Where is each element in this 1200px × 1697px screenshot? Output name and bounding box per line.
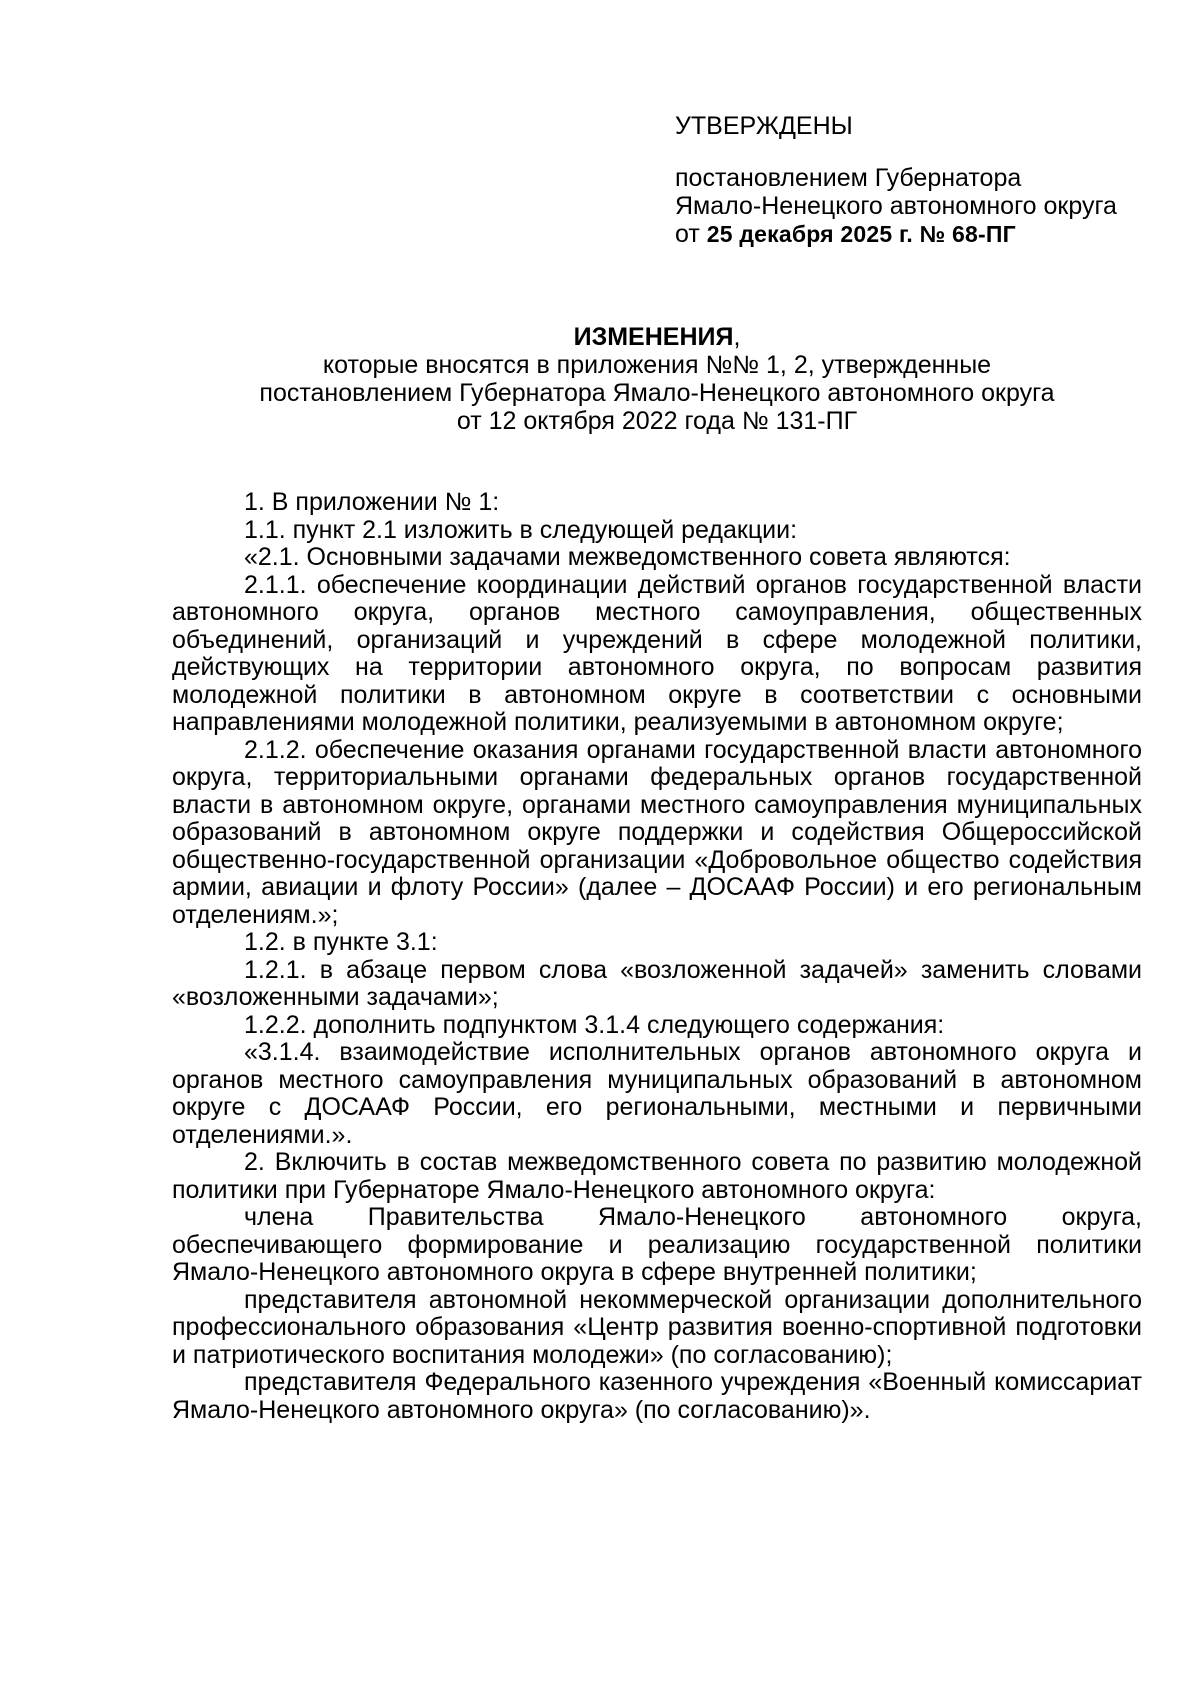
approval-date-line (675, 220, 1175, 248)
approval-from-prefix: от (675, 220, 700, 248)
approval-line-2: Ямало-Ненецкого автономного округа (675, 192, 1117, 220)
document-title-comma: , (733, 323, 741, 351)
paragraph: «3.1.4. взаимодействие исполнительных органов автономного округа и органов местного самоуправления муниципальных образований в автономном округе с ДОСААФ России, его региональными, местными и первичными отделениями.». (172, 1038, 1142, 1149)
document-subtitle-line-1: которые вносятся в приложения №№ 1, 2, утвержденные (322, 351, 992, 379)
paragraph: представителя автономной некоммерческой организации дополнительного профессионального образования «Центр развития военно-спортивной подготовки и патриотического воспитания молодежи» (по согласованию); (172, 1285, 1142, 1369)
document-title-block (172, 323, 1142, 435)
paragraph: члена Правительства Ямало-Ненецкого автономного округа, обеспечивающего формирование и реализацию государственной политики Ямало-Ненецкого автономного округа в сфере внутренней политики; (172, 1203, 1142, 1286)
approval-stamp (675, 112, 1175, 248)
paragraph: 2.1.2. обеспечение оказания органами государственной власти автономного округа, территориальными органами федеральных органов государственной власти в автономном округе, органами местного самоуправления муниципальных образований в автономном округе поддержки и содействия Общероссийской общественно-государственной организации «Добровольное общество содействия армии, авиации и флоту России» (далее – ДОСААФ России) и его региональным отделениям.»; (172, 735, 1142, 929)
paragraph: 1. В приложении № 1: (244, 488, 500, 516)
approval-date-number: 25 декабря 2025 г. № 68-ПГ (706, 221, 1016, 247)
document-subtitle-line-2: постановлением Губернатора Ямало-Ненецкого автономного округа (259, 379, 1055, 407)
document-subtitle-line-3: от 12 октября 2022 года № 131-ПГ (456, 407, 858, 435)
document-title: ИЗМЕНЕНИЯ (573, 323, 734, 351)
paragraph: 2.1.1. обеспечение координации действий органов государственной власти автономного округа, органов местного самоуправления, общественных объединений, организаций и учреждений в сфере молодежной политики, действующих на территории автономного округа, по вопросам развития молодежной политики в автономном округе в соответствии с основными направлениями молодежной политики, реализуемыми в автономном округе; (172, 570, 1142, 736)
paragraph: 1.1. пункт 2.1 изложить в следующей редакции: (244, 515, 798, 544)
paragraph: представителя Федерального казенного учреждения «Военный комиссариат Ямало-Ненецкого автономного округа» (по согласованию)». (172, 1368, 1142, 1424)
paragraph: 1.2. в пункте 3.1: (244, 928, 438, 956)
paragraph: 2. Включить в состав межведомственного совета по развитию молодежной политики при Губернаторе Ямало-Ненецкого автономного округа: (172, 1148, 1142, 1204)
paragraph: «2.1. Основными задачами межведомственного совета являются: (244, 543, 1011, 571)
document-title-line (172, 323, 1142, 351)
paragraph: 1.2.1. в абзаце первом слова «возложенной задачей» заменить словами «возложенными задачами»; (172, 955, 1142, 1011)
approval-line-1: постановлением Губернатора (675, 164, 1022, 192)
paragraph: 1.2.2. дополнить подпунктом 3.1.4 следующего содержания: (244, 1010, 945, 1039)
approved-heading: УТВЕРЖДЕНЫ (675, 112, 853, 140)
document-body (172, 489, 1142, 1424)
